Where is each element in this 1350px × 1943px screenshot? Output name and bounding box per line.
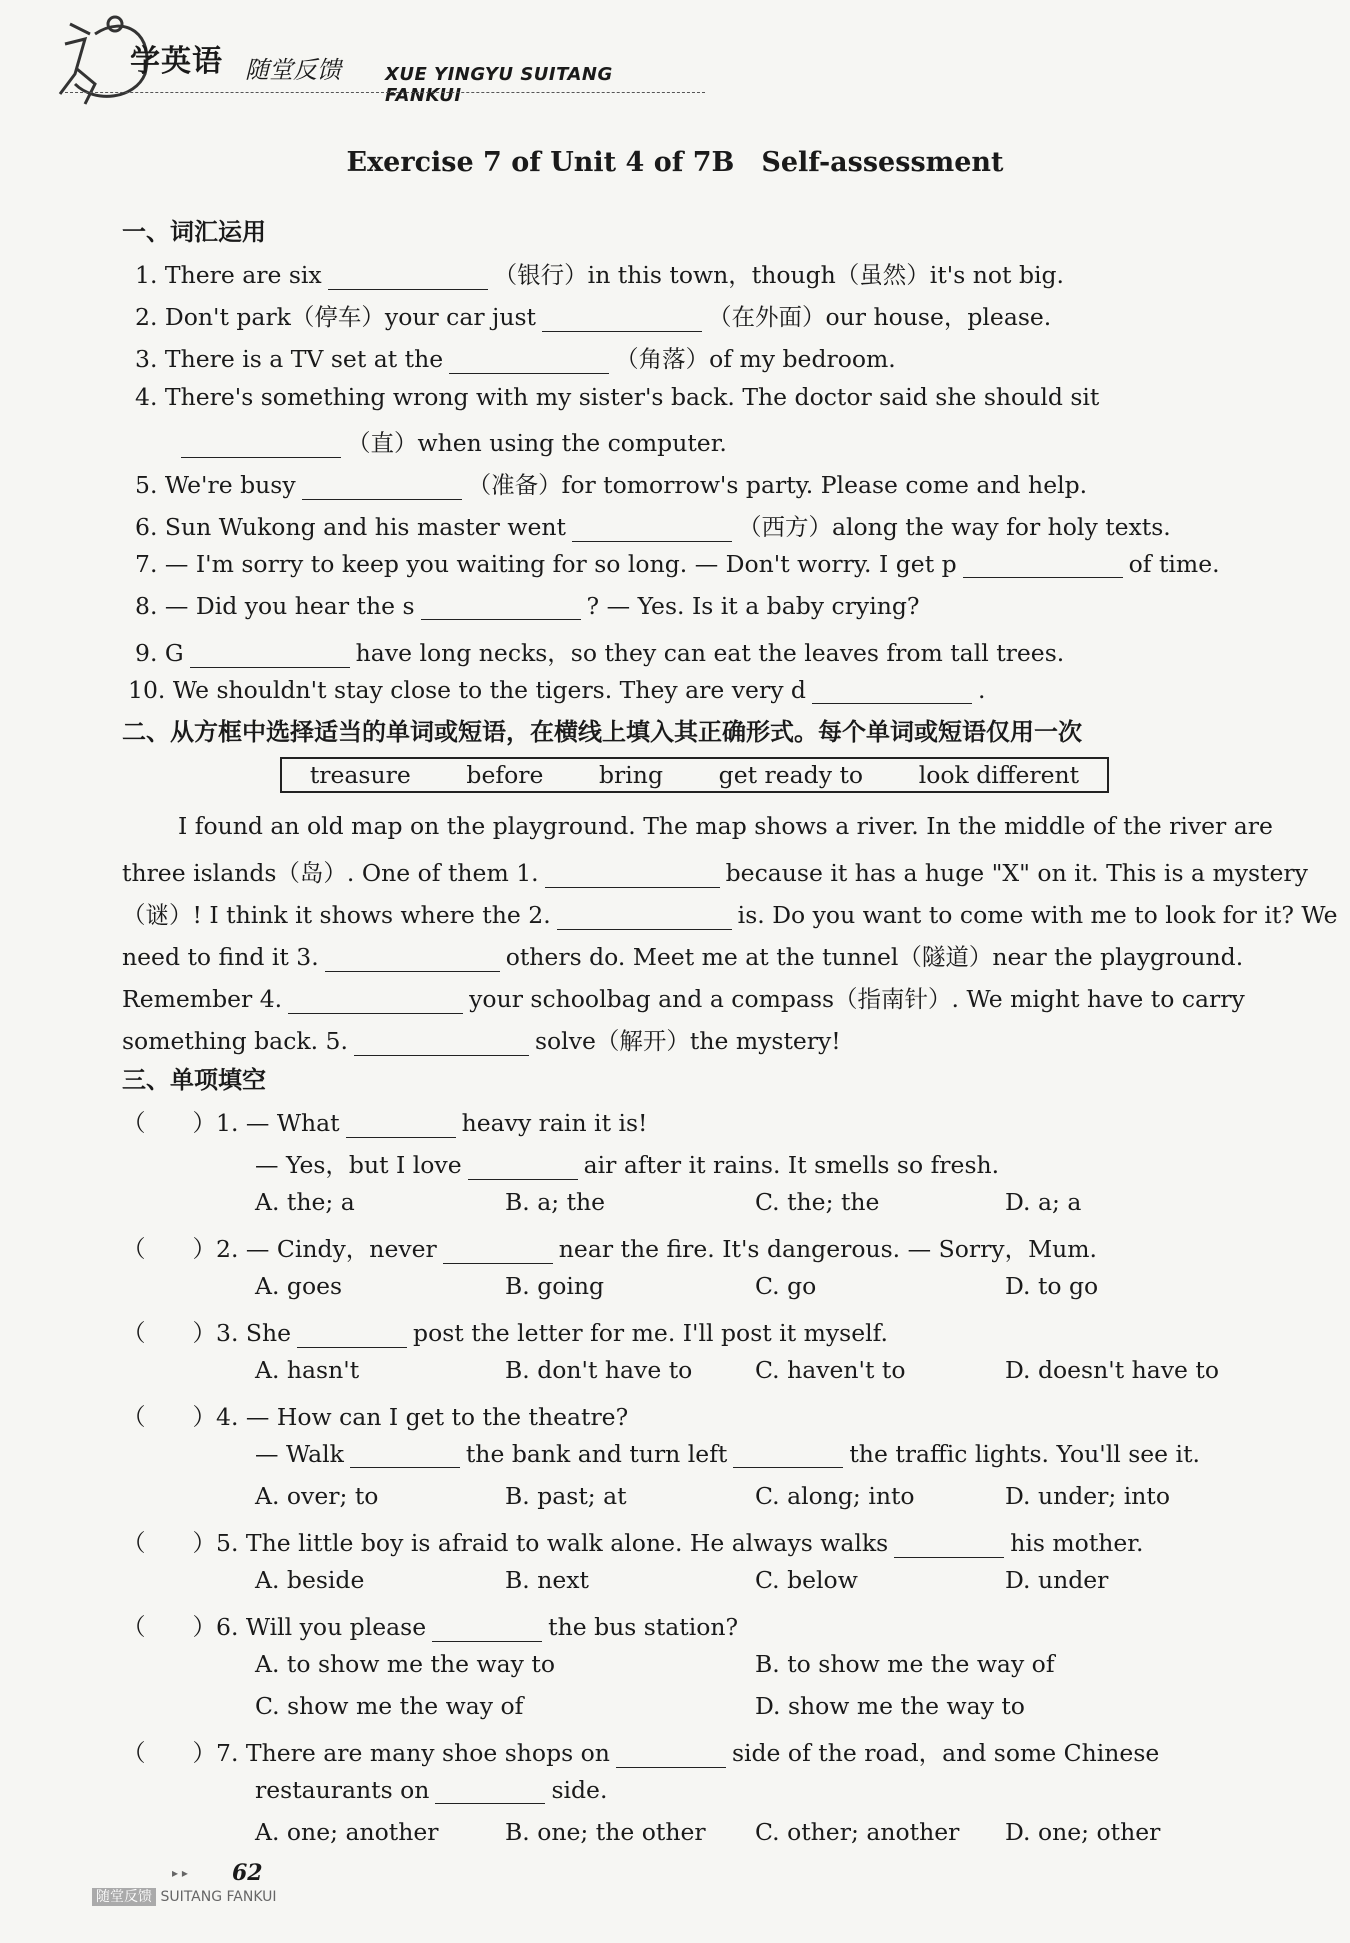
option-0: A. one; another: [255, 1818, 439, 1846]
option-3: D. show me the way to: [755, 1692, 1025, 1720]
question-text: side of the road，and some Chinese: [731, 1739, 1160, 1767]
answer-blank[interactable]: [421, 595, 581, 620]
answer-blank[interactable]: [733, 1443, 843, 1468]
header: [55, 14, 695, 104]
question-line: [135, 466, 1087, 500]
section1-heading: 一、词汇运用: [122, 218, 266, 246]
question-line: [122, 1022, 841, 1056]
answer-blank[interactable]: [325, 947, 500, 972]
question-line: [255, 1776, 607, 1804]
question-line: [135, 550, 1220, 578]
question-line: [122, 1398, 628, 1432]
question-text: （ ）4. — How can I get to the theatre?: [122, 1403, 629, 1431]
word-box-item: before: [466, 761, 544, 789]
header-divider: [65, 92, 705, 93]
question-text: is. Do you want to come with me to look for it? We: [737, 901, 1338, 929]
option-2: C. show me the way of: [255, 1692, 524, 1720]
answer-blank[interactable]: [449, 349, 609, 374]
question-line: [122, 1230, 1097, 1264]
question-text: solve（解开）the mystery!: [534, 1027, 841, 1055]
answer-blank[interactable]: [443, 1239, 553, 1264]
question-line: [255, 1146, 999, 1180]
question-line: [122, 896, 1338, 930]
question-text: — Yes，but I love: [255, 1151, 462, 1179]
question-line: [128, 676, 985, 704]
option-1: B. next: [505, 1566, 589, 1594]
word-box-item: bring: [599, 761, 663, 789]
answer-blank[interactable]: [190, 643, 350, 668]
page-title: Exercise 7 of Unit 4 of 7B Self-assessment: [346, 147, 1004, 178]
answer-blank[interactable]: [542, 307, 702, 332]
option-1: B. a; the: [505, 1188, 606, 1216]
answer-blank[interactable]: [432, 1617, 542, 1642]
answer-blank[interactable]: [616, 1743, 726, 1768]
question-text: 6. Sun Wukong and his master went: [135, 513, 566, 541]
question-text: （ ）1. — What: [122, 1109, 340, 1137]
question-text: （直）when using the computer.: [347, 429, 727, 457]
header-pinyin: XUE YINGYU SUITANG FANKUI: [385, 64, 613, 106]
answer-blank[interactable]: [297, 1323, 407, 1348]
option-3: D. to go: [1005, 1272, 1099, 1300]
answer-blank[interactable]: [346, 1113, 456, 1138]
footer-arrow-icon: ▸ ▸: [172, 1866, 188, 1880]
question-line: [122, 980, 1245, 1014]
question-text: 7. — I'm sorry to keep you waiting for so long. — Don't worry. I get p: [135, 550, 957, 578]
question-text: near the fire. It's dangerous. — Sorry，Mum.: [558, 1235, 1098, 1263]
question-text: air after it rains. It smells so fresh.: [583, 1151, 1000, 1179]
answer-blank[interactable]: [572, 517, 732, 542]
question-text: 8. — Did you hear the s: [135, 592, 415, 620]
question-line: [122, 1104, 648, 1138]
question-text: three islands（岛）. One of them 1.: [122, 859, 539, 887]
option-1: B. going: [505, 1272, 605, 1300]
question-line: [122, 938, 1243, 972]
footer-logo: 随堂反馈 SUITANG FANKUI: [92, 1886, 277, 1906]
question-text: 2. Don't park（停车）your car just: [135, 303, 536, 331]
answer-blank[interactable]: [435, 1779, 545, 1804]
option-1: B. don't have to: [505, 1356, 693, 1384]
option-2: C. go: [755, 1272, 817, 1300]
section3-heading: 三、单项填空: [122, 1066, 266, 1094]
question-text: （角落）of my bedroom.: [615, 345, 896, 373]
word-box-item: look different: [918, 761, 1080, 789]
question-line: [122, 1314, 888, 1348]
option-2: C. haven't to: [755, 1356, 906, 1384]
option-2: C. the; the: [755, 1188, 880, 1216]
question-text: 1. There are six: [135, 261, 322, 289]
section2-heading: 二、从方框中选择适当的单词或短语，在横线上填入其正确形式。每个单词或短语仅用一次: [122, 718, 1082, 746]
question-text: restaurants on: [255, 1776, 430, 1804]
answer-blank[interactable]: [288, 989, 463, 1014]
question-line: [122, 1734, 1159, 1768]
question-text: 3. There is a TV set at the: [135, 345, 444, 373]
question-text: （西方）along the way for holy texts.: [737, 513, 1171, 541]
question-line: [122, 854, 1308, 888]
word-box-item: treasure: [309, 761, 411, 789]
option-0: A. to show me the way to: [255, 1650, 555, 1678]
answer-blank[interactable]: [963, 553, 1123, 578]
question-text: 4. There's something wrong with my sister's back. The doctor said she should sit: [135, 383, 1100, 411]
question-text: （ ）5. The little boy is afraid to walk alone. He always walks: [122, 1529, 889, 1557]
question-text: something back. 5.: [122, 1027, 348, 1055]
option-2: C. along; into: [755, 1482, 915, 1510]
question-text: 10. We shouldn't stay close to the tigers. They are very d: [128, 676, 806, 704]
question-line: [135, 256, 1064, 290]
question-text: （准备）for tomorrow's party. Please come and help.: [467, 471, 1088, 499]
question-line: [122, 1608, 738, 1642]
question-text: others do. Meet me at the tunnel（隧道）near the playground.: [505, 943, 1244, 971]
question-line: [135, 508, 1171, 542]
question-text: 9. G: [135, 639, 184, 667]
question-text: （ ）6. Will you please: [122, 1613, 427, 1641]
question-text: ? — Yes. Is it a baby crying?: [586, 592, 920, 620]
answer-blank[interactable]: [545, 863, 720, 888]
header-subtitle: 随堂反馈: [245, 56, 341, 84]
answer-blank[interactable]: [557, 905, 732, 930]
option-1: B. to show me the way of: [755, 1650, 1055, 1678]
question-text: of time.: [1128, 550, 1220, 578]
answer-blank[interactable]: [468, 1155, 578, 1180]
option-1: B. past; at: [505, 1482, 627, 1510]
option-0: A. over; to: [255, 1482, 379, 1510]
question-text: your schoolbag and a compass（指南针）. We might have to carry: [469, 985, 1245, 1013]
question-text: I found an old map on the playground. The map shows a river. In the middle of the river are: [178, 812, 1273, 840]
option-1: B. one; the other: [505, 1818, 706, 1846]
word-box-item: get ready to: [718, 761, 864, 789]
question-line: [135, 298, 1051, 332]
question-line: [135, 592, 920, 620]
question-text: have long necks，so they can eat the leaves from tall trees.: [355, 639, 1065, 667]
question-text: side.: [551, 1776, 608, 1804]
word-box: [280, 757, 1109, 793]
option-3: D. under; into: [1005, 1482, 1171, 1510]
option-3: D. a; a: [1005, 1188, 1082, 1216]
question-text: heavy rain it is!: [461, 1109, 648, 1137]
header-title: 学英语: [130, 44, 223, 79]
answer-blank[interactable]: [350, 1443, 460, 1468]
answer-blank[interactable]: [354, 1031, 529, 1056]
answer-blank[interactable]: [812, 679, 972, 704]
answer-blank[interactable]: [894, 1533, 1004, 1558]
question-text: （ ）2. — Cindy，never: [122, 1235, 437, 1263]
question-text: the traffic lights. You'll see it.: [849, 1440, 1200, 1468]
question-line: [178, 812, 1273, 840]
question-text: need to find it 3.: [122, 943, 319, 971]
question-text: Remember 4.: [122, 985, 283, 1013]
option-0: A. the; a: [255, 1188, 355, 1216]
question-text: .: [977, 676, 986, 704]
question-text: because it has a huge "X" on it. This is a mystery: [725, 859, 1308, 887]
question-line: [122, 1524, 1143, 1558]
page-number: 62: [232, 1860, 263, 1886]
question-text: — Walk: [255, 1440, 344, 1468]
question-text: his mother.: [1010, 1529, 1144, 1557]
option-3: D. under: [1005, 1566, 1109, 1594]
option-3: D. one; other: [1005, 1818, 1161, 1846]
question-line: [135, 383, 1099, 411]
question-text: （谜）! I think it shows where the 2.: [122, 901, 551, 929]
option-3: D. doesn't have to: [1005, 1356, 1220, 1384]
question-text: （ ）7. There are many shoe shops on: [122, 1739, 610, 1767]
answer-blank[interactable]: [302, 475, 462, 500]
option-0: A. beside: [255, 1566, 365, 1594]
question-line: [135, 340, 896, 374]
question-line: [135, 634, 1064, 668]
question-line: [175, 424, 727, 458]
question-text: （在外面）our house，please.: [707, 303, 1052, 331]
answer-blank[interactable]: [181, 433, 341, 458]
question-text: （银行）in this town，though（虽然）it's not big.: [493, 261, 1065, 289]
question-line: [255, 1440, 1200, 1468]
option-0: A. hasn't: [255, 1356, 360, 1384]
answer-blank[interactable]: [328, 265, 488, 290]
option-2: C. other; another: [755, 1818, 960, 1846]
option-0: A. goes: [255, 1272, 343, 1300]
question-text: （ ）3. She: [122, 1319, 292, 1347]
question-text: the bank and turn left: [465, 1440, 728, 1468]
option-2: C. below: [755, 1566, 858, 1594]
question-text: the bus station?: [548, 1613, 739, 1641]
question-text: 5. We're busy: [135, 471, 296, 499]
question-text: post the letter for me. I'll post it myself.: [413, 1319, 888, 1347]
